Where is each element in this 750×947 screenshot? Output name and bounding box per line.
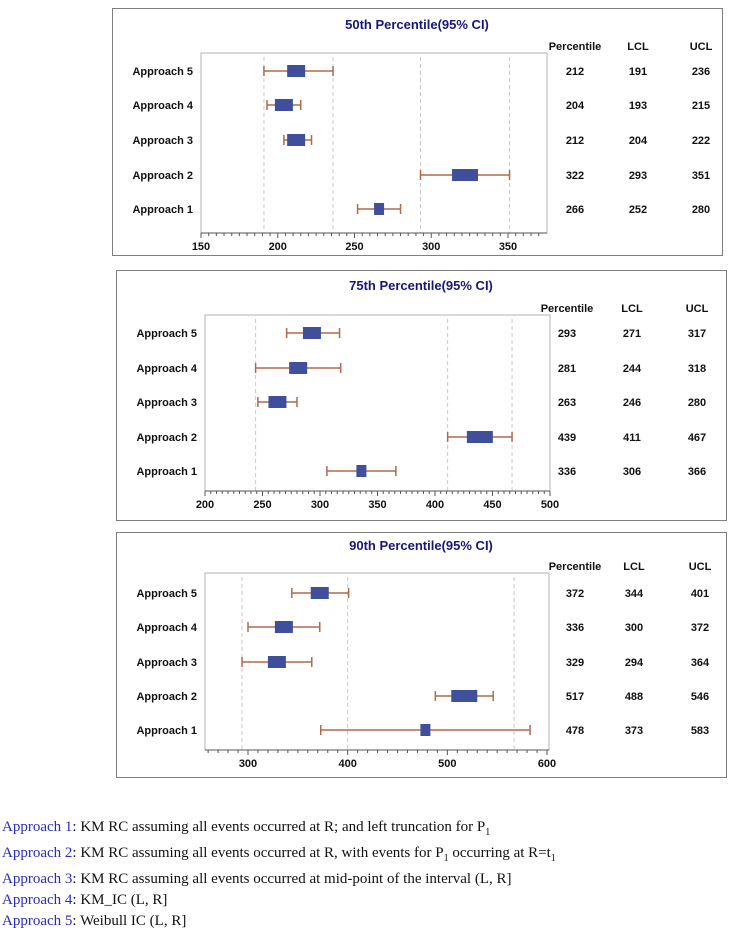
column-header: UCL xyxy=(689,41,713,53)
ucl-value: 318 xyxy=(687,363,707,375)
ucl-value: 401 xyxy=(690,588,710,600)
ucl-value: 280 xyxy=(691,204,711,216)
panel-50th-percentile xyxy=(112,8,723,256)
legend-text: KM_IC (L, R] xyxy=(80,892,168,908)
panel-75th-percentile xyxy=(116,270,727,521)
ucl-value: 583 xyxy=(690,725,710,737)
percentile-value: 517 xyxy=(565,691,585,703)
percentile-value: 281 xyxy=(557,363,577,375)
percentile-box xyxy=(451,690,477,702)
row-label: Approach 4 xyxy=(132,100,193,112)
percentile-box xyxy=(420,724,430,736)
column-header: Percentile xyxy=(548,561,602,573)
row-label: Approach 4 xyxy=(136,363,197,375)
row-label: Approach 1 xyxy=(132,204,193,216)
column-header: LCL xyxy=(623,561,645,573)
percentile-value: 212 xyxy=(565,135,585,147)
lcl-value: 306 xyxy=(622,466,642,478)
approach-legend xyxy=(2,817,742,932)
ucl-value: 372 xyxy=(690,622,710,634)
lcl-value: 246 xyxy=(622,397,642,409)
ucl-value: 351 xyxy=(691,170,711,182)
legend-row-approach-1 xyxy=(2,817,742,843)
lcl-value: 204 xyxy=(628,135,648,147)
lcl-value: 244 xyxy=(622,363,642,375)
forest-plot-90th xyxy=(117,533,726,777)
lcl-value: 373 xyxy=(624,725,644,737)
column-header: LCL xyxy=(627,41,649,53)
percentile-box xyxy=(452,169,478,181)
percentile-value: 266 xyxy=(565,204,585,216)
percentile-box xyxy=(275,99,293,111)
percentile-value: 336 xyxy=(565,622,585,634)
legend-row-approach-2 xyxy=(2,843,742,869)
plot-frame xyxy=(201,53,547,233)
ucl-value: 467 xyxy=(687,432,707,444)
plot-frame xyxy=(205,315,550,491)
lcl-value: 271 xyxy=(622,328,642,340)
x-tick-label: 250 xyxy=(345,241,364,253)
legend-key: Approach 5 xyxy=(2,913,73,929)
legend-separator: : xyxy=(72,892,81,908)
x-tick-label: 250 xyxy=(253,499,272,511)
legend-text: KM RC assuming all events occurred at mid-point of the interval (L, R] xyxy=(80,871,512,887)
x-tick-label: 450 xyxy=(483,499,502,511)
x-tick-label: 600 xyxy=(537,758,557,770)
panel-90th-percentile xyxy=(116,532,727,778)
legend-row-approach-3 xyxy=(2,869,742,890)
chart-title: 90th Percentile(95% CI) xyxy=(349,538,493,553)
percentile-box xyxy=(356,465,366,477)
ucl-value: 364 xyxy=(690,657,710,669)
lcl-value: 344 xyxy=(624,588,644,600)
legend-row-approach-5 xyxy=(2,911,742,932)
legend-key: Approach 2 xyxy=(2,845,73,861)
legend-key: Approach 1 xyxy=(2,819,73,835)
percentile-value: 439 xyxy=(557,432,577,444)
lcl-value: 411 xyxy=(623,432,641,444)
lcl-value: 300 xyxy=(624,622,644,634)
percentile-value: 293 xyxy=(557,328,577,340)
legend-separator: : xyxy=(72,845,81,861)
legend-separator: : xyxy=(72,913,81,929)
ucl-value: 215 xyxy=(691,100,711,112)
percentile-value: 212 xyxy=(565,66,585,78)
row-label: Approach 2 xyxy=(136,691,197,703)
lcl-value: 488 xyxy=(624,691,644,703)
ucl-value: 280 xyxy=(687,397,707,409)
row-label: Approach 4 xyxy=(136,622,197,634)
legend-separator: : xyxy=(72,871,81,887)
row-label: Approach 3 xyxy=(136,657,197,669)
forest-plot-50th xyxy=(113,9,722,255)
percentile-box xyxy=(287,134,305,146)
x-tick-label: 300 xyxy=(310,499,330,511)
percentile-box xyxy=(287,65,305,77)
column-header: UCL xyxy=(685,303,709,315)
row-label: Approach 1 xyxy=(136,466,197,478)
row-label: Approach 2 xyxy=(132,170,193,182)
column-header: Percentile xyxy=(548,41,602,53)
chart-title: 50th Percentile(95% CI) xyxy=(345,17,489,32)
chart-title: 75th Percentile(95% CI) xyxy=(349,278,493,293)
percentile-box xyxy=(289,362,307,374)
column-header: UCL xyxy=(688,561,712,573)
ucl-value: 366 xyxy=(687,466,707,478)
percentile-box xyxy=(303,327,321,339)
x-tick-label: 350 xyxy=(368,499,387,511)
lcl-value: 252 xyxy=(628,204,648,216)
row-label: Approach 2 xyxy=(136,432,197,444)
percentile-value: 263 xyxy=(557,397,577,409)
legend-row-approach-4 xyxy=(2,890,742,911)
percentile-box xyxy=(311,587,329,599)
x-tick-label: 200 xyxy=(268,241,287,253)
x-tick-label: 350 xyxy=(498,241,518,253)
percentile-value: 478 xyxy=(565,725,585,737)
row-label: Approach 5 xyxy=(132,66,193,78)
legend-text: KM RC assuming all events occurred at R, with events for $P_1$ occurring at $R=t_1$ xyxy=(80,845,556,864)
x-tick-label: 300 xyxy=(422,241,441,253)
ucl-value: 546 xyxy=(690,691,710,703)
lcl-value: 193 xyxy=(628,100,648,112)
x-tick-label: 300 xyxy=(238,758,258,770)
percentile-box xyxy=(268,396,286,408)
row-label: Approach 1 xyxy=(136,725,197,737)
ucl-value: 236 xyxy=(691,66,711,78)
percentile-value: 204 xyxy=(565,100,585,112)
percentile-box xyxy=(467,431,493,443)
x-tick-label: 400 xyxy=(425,499,445,511)
row-label: Approach 3 xyxy=(132,135,193,147)
percentile-value: 322 xyxy=(565,170,585,182)
x-tick-label: 400 xyxy=(338,758,357,770)
legend-text: Weibull IC (L, R] xyxy=(80,913,187,929)
lcl-value: 294 xyxy=(624,657,644,669)
percentile-value: 336 xyxy=(557,466,577,478)
ucl-value: 317 xyxy=(687,328,707,340)
x-tick-label: 500 xyxy=(540,499,560,511)
lcl-value: 293 xyxy=(628,170,648,182)
percentile-value: 329 xyxy=(565,657,585,669)
row-label: Approach 5 xyxy=(136,328,197,340)
x-tick-label: 500 xyxy=(438,758,457,770)
legend-key: Approach 3 xyxy=(2,871,73,887)
legend-separator: : xyxy=(72,819,81,835)
legend-key: Approach 4 xyxy=(2,892,73,908)
ucl-value: 222 xyxy=(691,135,711,147)
forest-plot-75th xyxy=(117,271,726,520)
percentile-value: 372 xyxy=(565,588,585,600)
lcl-value: 191 xyxy=(628,66,648,78)
row-label: Approach 3 xyxy=(136,397,197,409)
percentile-box xyxy=(374,203,384,215)
row-label: Approach 5 xyxy=(136,588,197,600)
column-header: Percentile xyxy=(540,303,594,315)
column-header: LCL xyxy=(621,303,643,315)
percentile-box xyxy=(275,621,293,633)
x-tick-label: 150 xyxy=(191,241,211,253)
x-tick-label: 200 xyxy=(195,499,215,511)
legend-text: KM RC assuming all events occurred at R; and left truncation for $P_1$ xyxy=(80,819,491,838)
percentile-box xyxy=(268,656,286,668)
